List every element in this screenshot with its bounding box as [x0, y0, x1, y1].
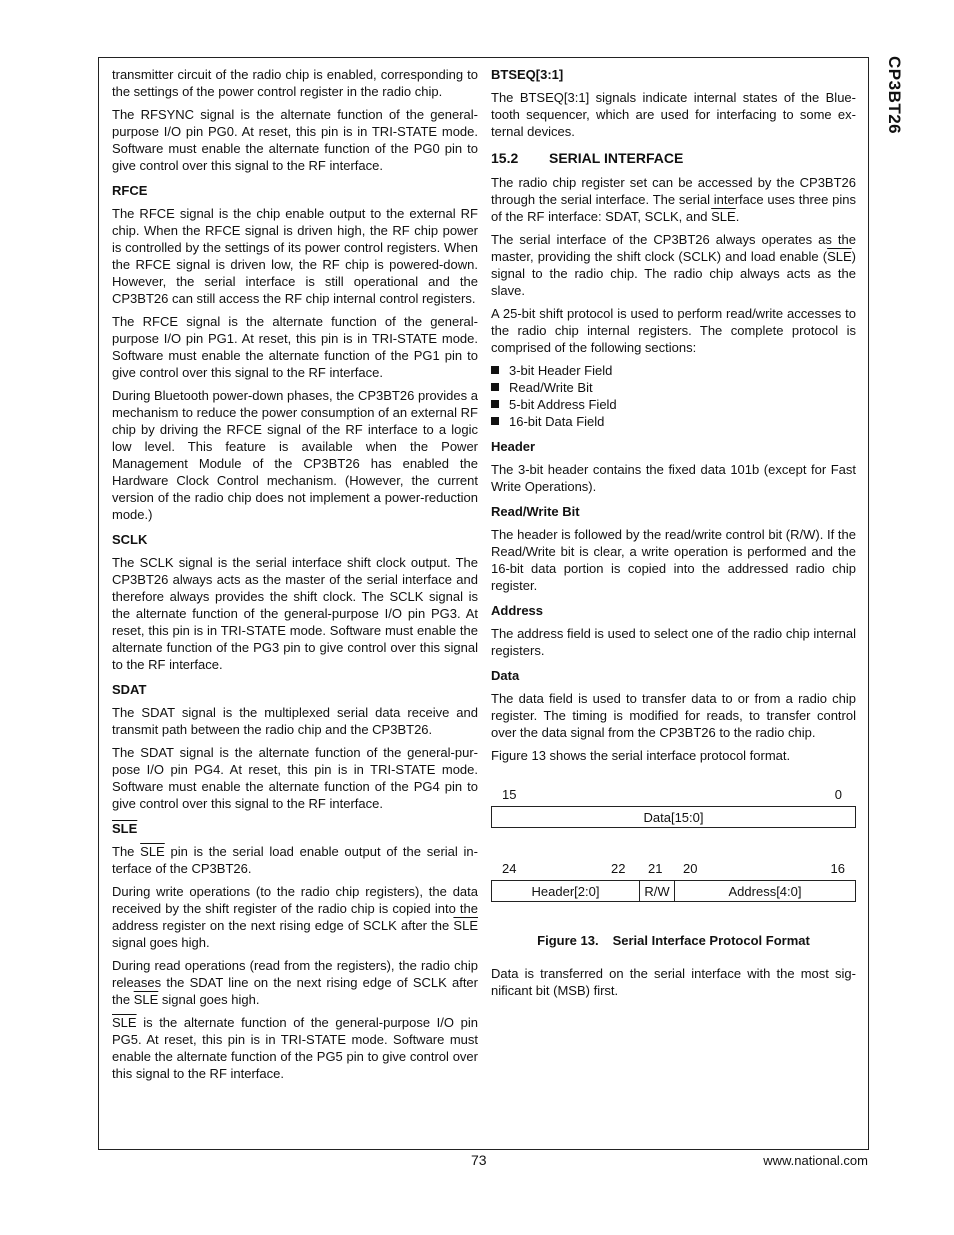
- paragraph-rfce-2: The RFCE signal is the alternate function of the general-purpose I/O pin PG1. At reset, this pin is in TRI-STATE mode. Software must enable the alternate function of the PG1 pin to give control over this signal to the RF interface.: [112, 314, 478, 380]
- heading-header: Header: [491, 439, 536, 454]
- paragraph-sle-4: $\overline{SLE}$ is the alternate function of the general-purpose I/O pin PG5. At reset, this pin is in TRI-STATE mode. Software must enable the alternate function of the PG5 pin to give control over this signal to the RF interface.: [112, 1015, 478, 1081]
- bullet-square-icon: [491, 366, 499, 374]
- register-diagram-header-rw-address: [491, 860, 856, 902]
- register-diagram-data: [491, 786, 856, 828]
- paragraph-serial-1: The radio chip register set can be accessed by the CP3BT26 through the serial interface. The serial interface uses three pins of the RF interface: SDAT, SCLK, and $\overline{SLE}$.: [491, 175, 856, 224]
- paragraph-sle-3: During read operations (read from the registers), the radio chip releases the SDAT line on the next rising edge of SCLK after the $\overline{SLE}$ signal goes high.: [112, 958, 478, 1007]
- paragraph-figure-reference: Figure 13 shows the serial interface protocol format.: [491, 748, 791, 763]
- bit-label-22: 22: [611, 861, 626, 876]
- heading-sle: SLE: [112, 821, 138, 836]
- figure-caption-label: Figure 13.: [537, 933, 599, 948]
- heading-address: Address: [491, 603, 544, 618]
- field-data: Data[15:0]: [643, 809, 704, 825]
- bullet-square-icon: [491, 400, 499, 408]
- section-heading-serial-interface: [491, 150, 856, 167]
- bullet-square-icon: [491, 417, 499, 425]
- list-item: 3-bit Header Field: [491, 362, 856, 379]
- heading-sclk: SCLK: [112, 532, 148, 547]
- paragraph-sdat-1: The SDAT signal is the multiplexed serial data receive and transmit path between the radio chip and the CP3BT26.: [112, 705, 478, 737]
- paragraph-msb-first: Data is transferred on the serial interface with the most significant bit (MSB) first.: [491, 966, 856, 998]
- paragraph-sle-1: The $\overline{SLE}$ pin is the serial load enable output of the serial interface of the CP3BT26.: [112, 844, 478, 876]
- paragraph-serial-3: A 25-bit shift protocol is used to perform read/write accesses to the radio chip internal registers. The complete protocol is comprised of the following sections:: [491, 306, 856, 355]
- bit-label-20: 20: [683, 861, 698, 876]
- heading-rfce: RFCE: [112, 183, 148, 198]
- list-item: Read/Write Bit: [491, 379, 856, 396]
- page-number: 73: [471, 1152, 487, 1168]
- heading-data: Data: [491, 668, 520, 683]
- footer-url: www.national.com: [763, 1153, 868, 1168]
- heading-btseq: BTSEQ[3:1]: [491, 67, 564, 82]
- paragraph-header: The 3-bit header contains the fixed data 101b (except for Fast Write Operations).: [491, 462, 856, 494]
- paragraph-rfsync: The RFSYNC signal is the alternate function of the general-purpose I/O pin PG0. At reset, this pin is in TRI-STATE mode. Software must enable the alternate function of the PG0 pin to give control over this signal to the RF interface.: [112, 107, 478, 173]
- heading-read-write-bit: Read/Write Bit: [491, 504, 580, 519]
- paragraph-address: The address field is used to select one of the radio chip internal registers.: [491, 626, 856, 658]
- section-title: SERIAL INTERFACE: [549, 150, 684, 166]
- paragraph-data: The data field is used to transfer data to or from a radio chip register. The timing is modified for reads, to transfer control over the data signal from the CP3BT26 to the radio chip.: [491, 691, 856, 740]
- paragraph-serial-2: The serial interface of the CP3BT26 always operates as the master, providing the shift clock (SCLK) and load enable $(\overline{SLE})$ signal to the radio chip. The radio chip always acts as the slave.: [491, 232, 856, 298]
- paragraph-rfce-1: The RFCE signal is the chip enable output to the external RF chip. When the RFCE signal is driven high, the RF chip power is controlled by the settings of its power control registers. When the RFCE signal is driven low, the RF chip is powered-down. However, the serial interface is still operational and the CP3BT26 can still access the RF chip internal control registers.: [112, 206, 478, 306]
- list-item: 16-bit Data Field: [491, 413, 856, 430]
- figure-caption-title: Serial Interface Protocol Format: [612, 933, 810, 948]
- paragraph-sle-2: During write operations (to the radio chip registers), the data received by the shift register of the radio chip is copied into the address register on the next rising edge of SCLK after the $\overline{SLE}$ signal goes high.: [112, 884, 478, 950]
- paragraph-btseq: The BTSEQ[3:1] signals indicate internal states of the Bluetooth sequencer, which are used for interfacing to some external devices.: [491, 90, 856, 139]
- paragraph-read-write-bit: The header is followed by the read/write control bit (R/W). If the Read/Write bit is clear, a write operation is performed and the 16-bit data portion is copied into the addressed radio chip register.: [491, 527, 856, 593]
- field-header: Header[2:0]: [531, 883, 600, 899]
- right-column: [491, 66, 856, 1005]
- protocol-sections-list: [491, 362, 856, 430]
- paragraph-sclk: The SCLK signal is the serial interface shift clock output. The CP3BT26 always acts as the master of the serial interface and therefore always provides the shift clock. The SCLK signal is the alternate function of the general-purpose I/O pin PG3. At reset, this pin is in TRI-STATE mode. Software must enable the alternate function of the PG3 pin to give control over this signal to the RF interface.: [112, 555, 478, 672]
- bit-label-0: 0: [834, 787, 842, 802]
- paragraph-sdat-2: The SDAT signal is the alternate function of the general-purpose I/O pin PG4. At reset, this pin is in TRI-STATE mode. Software must enable the alternate function of the PG4 pin to give control over this signal to the RF interface.: [112, 745, 478, 811]
- bullet-square-icon: [491, 383, 499, 391]
- left-column: [112, 66, 478, 1088]
- field-rw: R/W: [639, 881, 674, 901]
- document-side-title: CP3BT26: [885, 56, 904, 135]
- figure-caption: [491, 932, 856, 949]
- bit-label-24: 24: [502, 861, 517, 876]
- bit-label-21: 21: [648, 861, 663, 876]
- heading-sdat: SDAT: [112, 682, 147, 697]
- section-number: 15.2: [491, 150, 519, 166]
- paragraph-rfce-3: During Bluetooth power-down phases, the CP3BT26 provides a mechanism to reduce the power consumption of an external RF chip by driving the RFCE signal of the RF interface to a logic low level. This feature is available when the Power Management Module of the CP3BT26 has enabled the Hardware Clock Control mechanism. (However, the current version of the radio chip does not implement a power-reduction mode.): [112, 388, 478, 522]
- paragraph-intro: transmitter circuit of the radio chip is enabled, corresponding to the settings of the power control register in the radio chip.: [112, 67, 478, 99]
- list-item: 5-bit Address Field: [491, 396, 856, 413]
- bit-label-16: 16: [830, 861, 845, 876]
- bit-label-15: 15: [502, 787, 517, 802]
- field-address: Address[4:0]: [674, 881, 855, 901]
